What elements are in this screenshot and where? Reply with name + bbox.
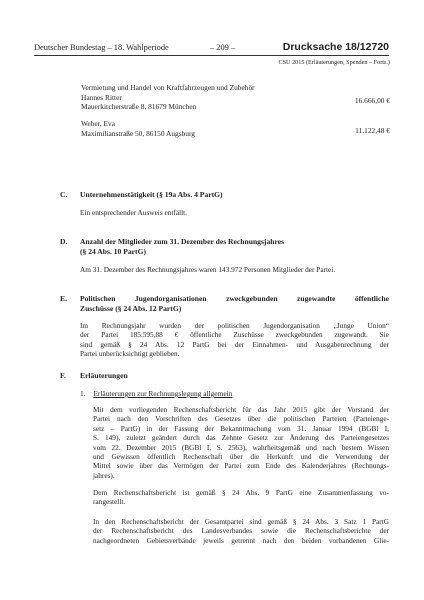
body-line: sind gemäß § 24 Abs. 12 PartG bei der Einnahmen- und Ausgabenrechnung der [80, 339, 389, 349]
section-title: Unternehmenstätigkeit (§ 19a Abs. 4 PartG) [80, 190, 223, 199]
body-line: rangestellt. [93, 497, 126, 507]
body-line: der Rechenschaftsbericht des Landesverbandes sowie die Rechenschaftsberichte der [93, 526, 389, 536]
body-line: Partei nach den Vorschriften des Gesetzes über die politischen Parteien (Parteienge- [93, 414, 389, 424]
section-heading [60, 371, 390, 381]
section-title: Anzahl der Mitglieder zum 31. Dezember des Rechnungsjahres [80, 237, 285, 246]
page-header [34, 41, 389, 55]
body-line: Mittel sowie über das Vermögen der Partei zum Ende des Kalenderjahres (Rechnungs- [93, 461, 389, 471]
subsection-number: 1. [80, 389, 86, 398]
donor-line: Maximilianstraße 50, 86150 Augsburg [81, 128, 195, 138]
donor-entry [81, 83, 255, 112]
section-letter: C. [60, 190, 68, 199]
header-publication: Deutscher Bundestag – 18. Wahlperiode [34, 43, 169, 52]
section-heading [60, 294, 390, 314]
body-line: Dem Rechenschaftsbericht ist gemäß § 24 Abs. 9 PartG eine Zusammenfassung vo- [93, 488, 389, 497]
body-line: nachgeordneten Gebietsverbände jeweils getrennt nach den beiden vorbandenen Glie- [93, 535, 389, 545]
subsection-heading [80, 389, 389, 399]
donor-line: Hannes Ritter [81, 92, 122, 102]
section-letter: D. [60, 237, 68, 246]
document-number: Drucksache 18/12720 [282, 41, 389, 53]
subsection-title: Erläuterungen zur Rechnungslegung allgemein [93, 389, 233, 398]
paragraph [93, 405, 389, 480]
donor-amount: 11.122,48 € [355, 126, 390, 135]
page-number: – 209 – [210, 43, 236, 52]
paragraph [93, 517, 389, 545]
donor-amount: 16.666,00 € [354, 96, 390, 105]
donor-line: Mauerkircherstraße 8, 81679 München [81, 102, 197, 112]
body-line: In den Rechenschaftsbericht der Gesamtpartei sind gemäß § 24 Abs. 3 Satz 1 PartG [93, 517, 389, 526]
paragraph [93, 488, 389, 507]
section-heading [60, 190, 390, 200]
body-line: setz – PartG) in der Fassung der Bekanntmachung vom 31. Januar 1994 (BGBl I, [93, 423, 389, 433]
section-title: (§ 24 Abs. 10 PartG) [80, 246, 147, 256]
running-subheader: CSU 2015 (Erläuterungen, Spenden – Forts.) [278, 59, 390, 66]
section-letter: E. [60, 294, 67, 303]
section-title: Erläuterungen [80, 371, 128, 380]
body-line: und Gewissen öffentlich Rechenschaft über die Herkunft und die Verwendung der [93, 452, 389, 462]
body-line: Im Rechnungsjahr wurden der politischen Jugendorganisation „Junge Union“ [80, 321, 389, 330]
donor-line: Weber, Eva [81, 119, 115, 128]
body-line: S. 149), zuletzt geändert durch das Zehnte Gesetz zur Änderung des Parteiengesetzes [93, 433, 389, 443]
body-line: der Partei 185.595,88 € öffentliche Zuschüsse zweckgebunden zugewandt. Sie [80, 330, 389, 340]
section-body [80, 321, 389, 359]
body-line: vom 22. Dezember 2015 (BGBl I, S. 2563), wahrheitsgemäß und nach bestem Wissen [93, 442, 389, 452]
donor-line: Vermietung und Handel von Kraftfahrzeugen und Zubehör [81, 83, 255, 92]
body-line: jahres). [93, 470, 115, 480]
section-letter: F. [60, 371, 66, 380]
body-line: Mit dem vorliegenden Rechenschaftsbericht für das Jahr 2015 gibt der Vorstand der [93, 405, 389, 414]
header-rule [34, 55, 389, 56]
section-title: Zuschüsse (§ 24 Abs. 12 PartG) [80, 303, 182, 313]
section-heading [60, 237, 390, 257]
section-body: Ein entsprechender Ausweis entfällt. [80, 208, 187, 217]
section-body: Am 31. Dezember des Rechnungsjahres waren 143.972 Personen Mitglieder der Partei. [80, 265, 336, 274]
donor-entry [81, 119, 195, 138]
body-line: Partei unberücksichtigt geblieben. [80, 349, 180, 359]
section-title: Politischen Jugendorganisationen zweckgebunden zugewandte öffentliche [80, 294, 389, 303]
